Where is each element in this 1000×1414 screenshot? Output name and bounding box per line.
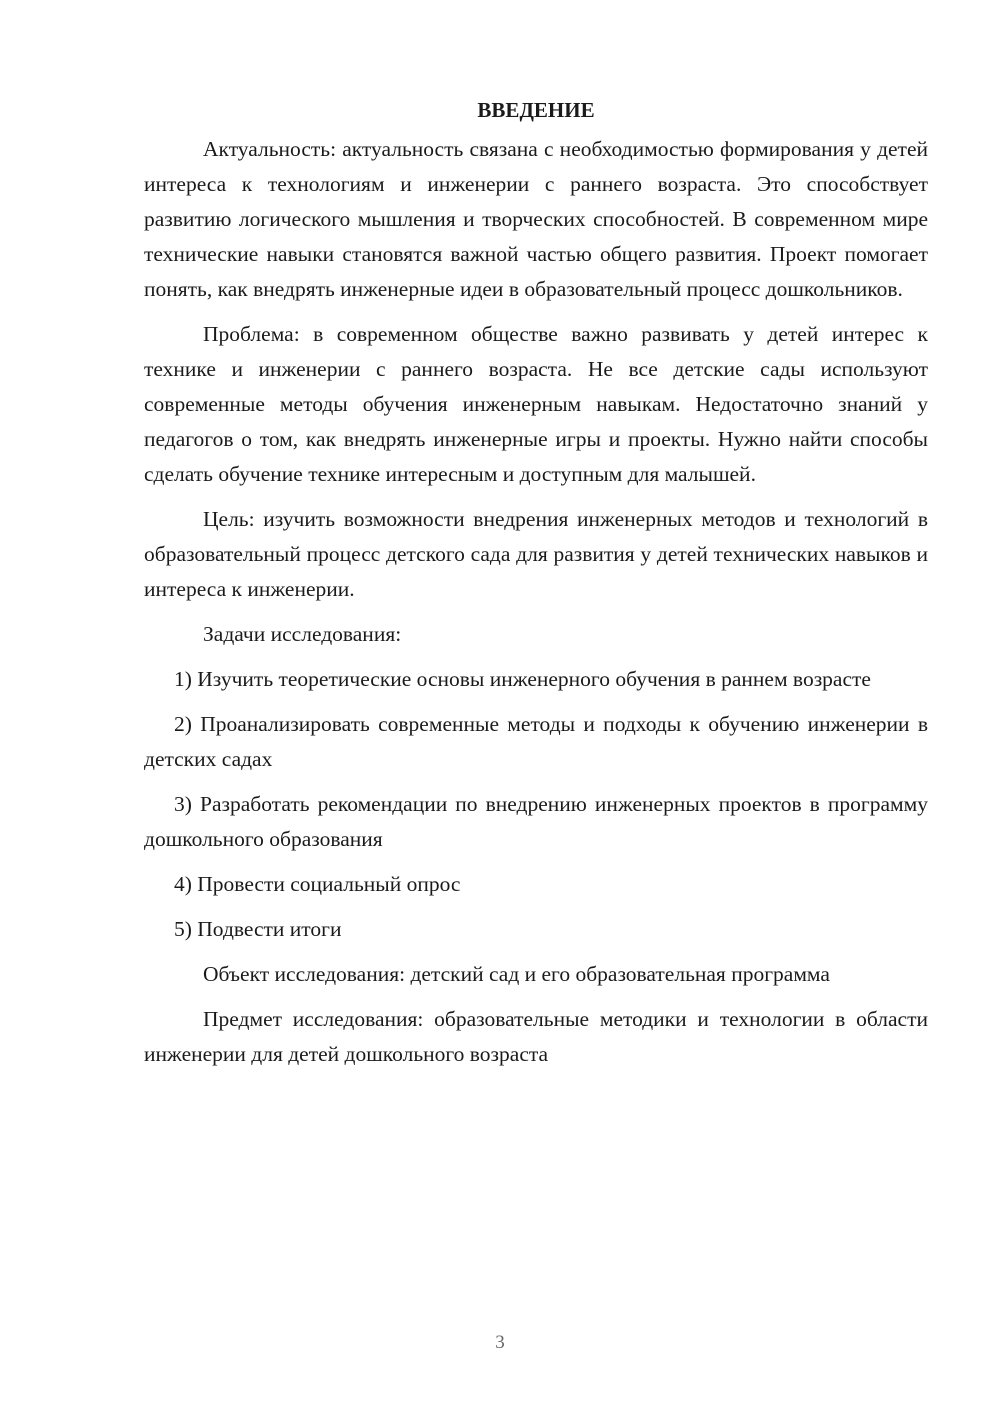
subject-paragraph: Предмет исследования: образовательные методики и технологии в области инженерии для детей дошкольного возраста — [144, 1007, 928, 1066]
object-paragraph: Объект исследования: детский сад и его образовательная программа — [203, 962, 830, 986]
task-item: 1) Изучить теоретические основы инженерного обучения в раннем возрасте — [174, 667, 871, 691]
task-item: 2) Проанализировать современные методы и подходы к обучению инженерии в детских садах — [144, 712, 928, 771]
section-heading: ВВЕДЕНИЕ — [477, 98, 595, 122]
page-number: 3 — [495, 1332, 505, 1353]
tasks-list — [144, 662, 928, 947]
task-item: 3) Разработать рекомендации по внедрению инженерных проектов в программу дошкольного образования — [144, 792, 928, 851]
goal-paragraph: Цель: изучить возможности внедрения инженерных методов и технологий в образовательный процесс детского сада для развития у детей технических навыков и интереса к инженерии. — [144, 507, 928, 601]
tasks-title: Задачи исследования: — [203, 622, 402, 646]
relevance-paragraph: Актуальность: актуальность связана с необходимостью формирования у детей интереса к технологиям и инженерии с раннего возраста. Это способствует развитию логического мышления и творческих способностей. В современном мире технические навыки становятся важной частью общего развития. Проект помогает понять, как внедрять инженерные идеи в образовательный процесс дошкольников. — [144, 137, 928, 301]
task-item: 4) Провести социальный опрос — [174, 872, 461, 896]
task-item: 5) Подвести итоги — [174, 917, 342, 941]
page-content — [144, 88, 928, 1082]
problem-paragraph: Проблема: в современном обществе важно развивать у детей интерес к технике и инженерии с раннего возраста. Не все детские сады используют современные методы обучения инженерным навыкам. Недостаточно знаний у педагогов о том, как внедрять инженерные игры и проекты. Нужно найти способы сделать обучение технике интересным и доступным для малышей. — [144, 322, 928, 486]
